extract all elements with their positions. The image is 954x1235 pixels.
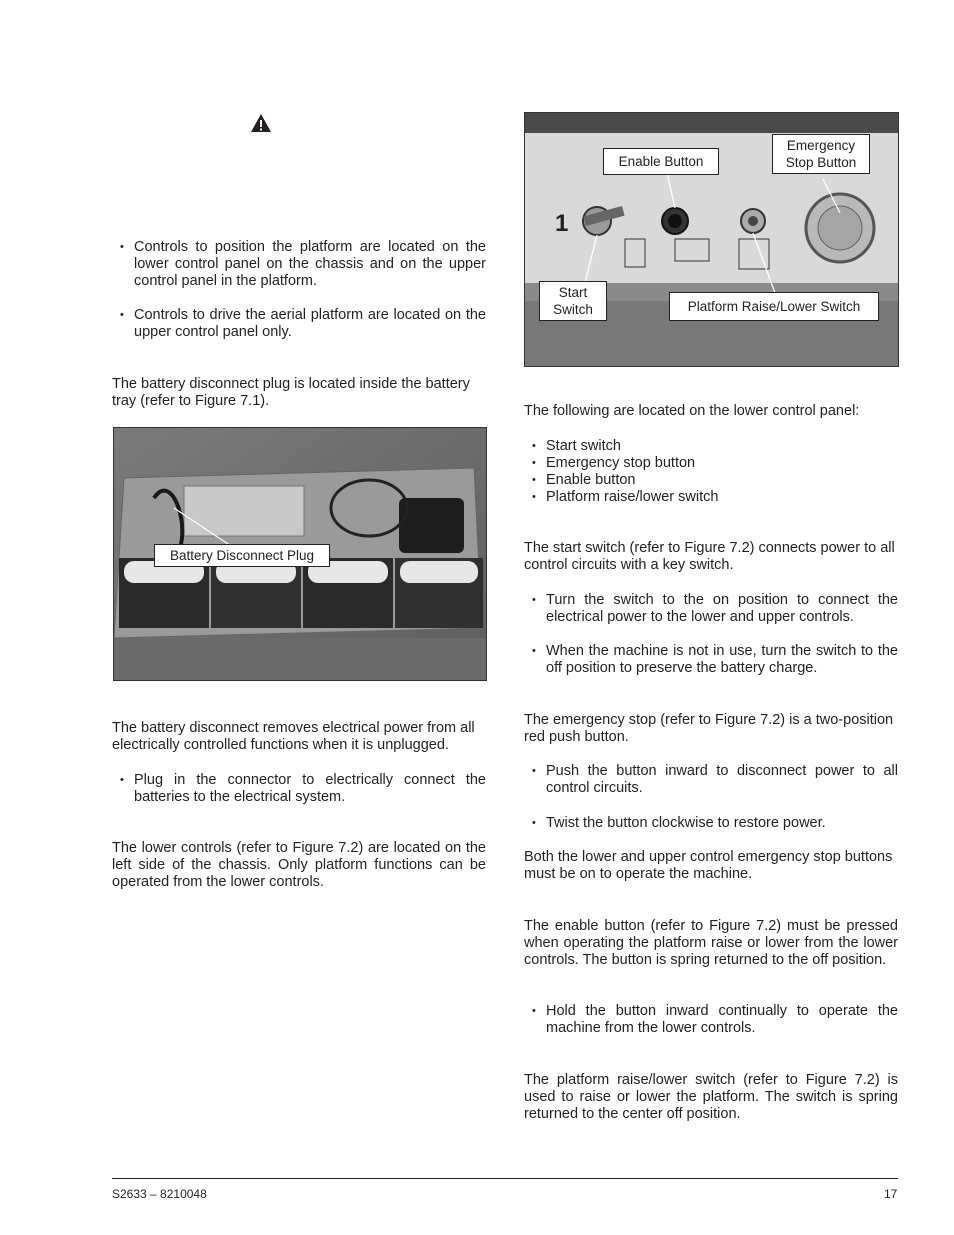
- start-switch-callout-line1: Start: [558, 285, 588, 300]
- figure-7-2-lower-control-photo: [524, 112, 899, 367]
- lower-panel-item-start: • Start switch: [524, 438, 898, 455]
- enable-bullet-1: • Hold the button inward continually to operate the machine from the lower controls.: [524, 1003, 898, 1037]
- lower-panel-item-estop: • Emergency stop button: [524, 455, 898, 472]
- start-switch-callout-line2: Switch: [553, 302, 593, 317]
- start-switch-bullet-2: • When the machine is not in use, turn the switch to the off position to preserve the battery charge.: [524, 643, 898, 677]
- enable-bullet-list: [524, 1003, 898, 1037]
- panel-marking-1: 1: [555, 210, 569, 237]
- footer-doc-number: S2633 – 8210048: [112, 1187, 207, 1201]
- intro-bullet-2: • Controls to drive the aerial platform are located on the upper control panel only.: [112, 307, 486, 341]
- start-switch-text: The start switch (refer to Figure 7.2) connects power to all control circuits with a key switch.: [524, 540, 895, 573]
- intro-bullet-list: [112, 239, 486, 341]
- start-switch-bullet-list: [524, 592, 898, 677]
- warning-icon: [250, 113, 272, 133]
- lower-panel-item-list: [524, 438, 898, 506]
- estop-bullet-2: • Twist the button clockwise to restore power.: [524, 815, 898, 832]
- footer-rule: [112, 1178, 898, 1179]
- enable-text: The enable button (refer to Figure 7.2) must be pressed when operating the platform raise or lower from the lower controls. The button is spring returned to the off position.: [524, 918, 898, 968]
- footer-page-number: 17: [884, 1187, 898, 1201]
- estop-note: Both the lower and upper control emergency stop buttons must be on to operate the machine.: [524, 849, 893, 882]
- battery-bullet-list: [112, 772, 486, 806]
- emergency-stop-callout-line1: Emergency: [786, 138, 856, 153]
- figure-7-1-battery-photo: [113, 427, 487, 681]
- intro-bullet-1: • Controls to position the platform are located on the lower control panel on the chassis and on the upper control panel in the platform.: [112, 239, 486, 290]
- lower-panel-item-raise-lower: • Platform raise/lower switch: [524, 489, 898, 506]
- lower-panel-intro: The following are located on the lower control panel:: [524, 403, 860, 419]
- estop-bullet-1: • Push the button inward to disconnect power to all control circuits.: [524, 763, 898, 797]
- battery-disconnect-text: The battery disconnect removes electrical power from all electrically controlled functions when it is unplugged.: [112, 720, 475, 753]
- raise-lower-switch-callout: Platform Raise/Lower Switch: [669, 292, 879, 321]
- estop-text: The emergency stop (refer to Figure 7.2) is a two-position red push button.: [524, 712, 894, 745]
- battery-disconnect-plug-callout: Battery Disconnect Plug: [154, 544, 330, 567]
- estop-bullet-list: [524, 763, 898, 832]
- enable-button-callout: Enable Button: [603, 148, 719, 175]
- raise-lower-text: The platform raise/lower switch (refer to Figure 7.2) is used to raise or lower the platform. The switch is spring returned to the center off position.: [524, 1072, 898, 1122]
- battery-location-text: The battery disconnect plug is located inside the battery tray (refer to Figure 7.1).: [112, 376, 470, 409]
- battery-bullet-1: • Plug in the connector to electrically connect the batteries to the electrical system.: [112, 772, 486, 806]
- emergency-stop-callout: [772, 134, 870, 174]
- start-switch-bullet-1: • Turn the switch to the on position to connect the electrical power to the lower and upper controls.: [524, 592, 898, 626]
- lower-panel-item-enable: • Enable button: [524, 472, 898, 489]
- start-switch-callout: [539, 281, 607, 321]
- lower-controls-text: The lower controls (refer to Figure 7.2) are located on the left side of the chassis. Only platform functions can be operated from the lower controls.: [112, 840, 486, 890]
- emergency-stop-callout-line2: Stop Button: [785, 155, 857, 170]
